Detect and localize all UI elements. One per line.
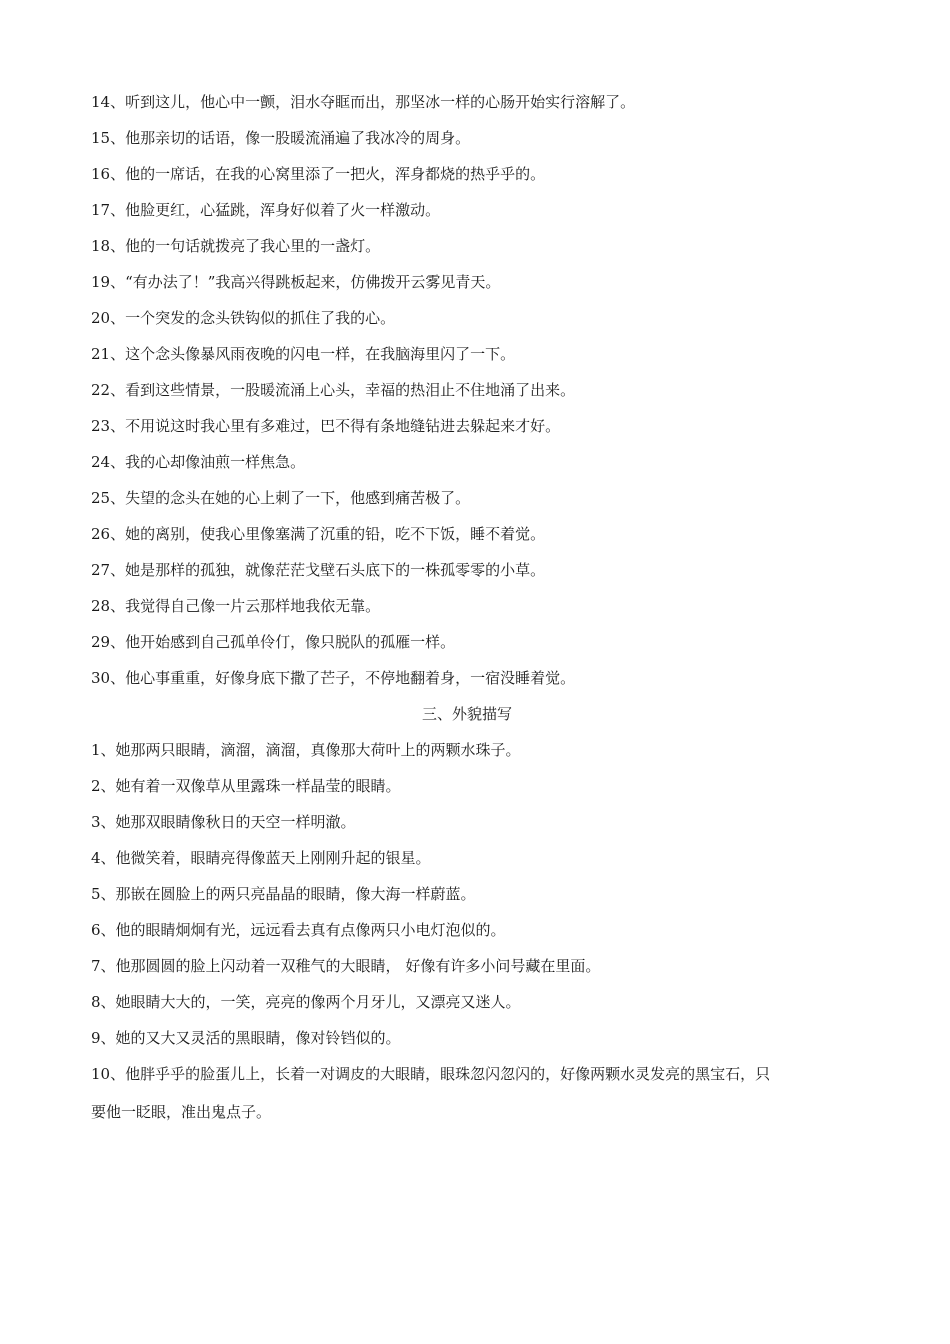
list-item: 23、不用说这时我心里有多难过，巴不得有条地缝钻进去躲起来才好。: [91, 417, 561, 435]
list-item: 9、她的又大又灵活的黑眼睛，像对铃铛似的。: [91, 1029, 401, 1047]
list-item-multiline: [91, 1064, 871, 1122]
list-item: 7、他那圆圆的脸上闪动着一双稚气的大眼睛， 好像有许多小问号藏在里面。: [91, 957, 601, 975]
list-item: 24、我的心却像油煎一样焦急。: [91, 453, 306, 471]
list-item-line-1: 10、他胖乎乎的脸蛋儿上，长着一对调皮的大眼睛，眼珠忽闪忽闪的，好像两颗水灵发亮的黑宝石，只: [91, 1065, 771, 1083]
list-item: 19、“有办法了！”我高兴得跳板起来，仿佛拨开云雾见青天。: [91, 273, 501, 291]
list-item: 17、他脸更红，心猛跳，浑身好似着了火一样激动。: [91, 201, 441, 219]
list-item: 14、听到这儿，他心中一颤，泪水夺眶而出，那坚冰一样的心肠开始实行溶解了。: [91, 93, 636, 111]
document-body: [91, 92, 871, 1122]
list-item: 22、看到这些情景，一股暖流涌上心头，幸福的热泪止不住地涌了出来。: [91, 381, 576, 399]
list-item: 27、她是那样的孤独，就像茫茫戈壁石头底下的一株孤零零的小草。: [91, 561, 546, 579]
list-item: 21、这个念头像暴风雨夜晚的闪电一样，在我脑海里闪了一下。: [91, 345, 516, 363]
list-item: 30、他心事重重，好像身底下撒了芒子，不停地翻着身，一宿没睡着觉。: [91, 669, 576, 687]
list-item: 29、他开始感到自己孤单伶仃，像只脱队的孤雁一样。: [91, 633, 456, 651]
list-item: 1、她那两只眼睛，滴溜，滴溜，真像那大荷叶上的两颗水珠子。: [91, 741, 521, 759]
list-item: 4、他微笑着，眼睛亮得像蓝天上刚刚升起的银星。: [91, 849, 431, 867]
list-item: 25、失望的念头在她的心上刺了一下，他感到痛苦极了。: [91, 489, 471, 507]
list-item: 20、一个突发的念头铁钩似的抓住了我的心。: [91, 309, 396, 327]
list-item-line-2: 要他一眨眼，准出鬼点子。: [91, 1103, 272, 1121]
list-item: 16、他的一席话，在我的心窝里添了一把火，浑身都烧的热乎乎的。: [91, 165, 546, 183]
list-item: 18、他的一句话就拨亮了我心里的一盏灯。: [91, 237, 381, 255]
list-item: 15、他那亲切的话语，像一股暖流涌遍了我冰冷的周身。: [91, 129, 471, 147]
list-item: 8、她眼睛大大的，一笑，亮亮的像两个月牙儿，又漂亮又迷人。: [91, 993, 521, 1011]
list-item: 28、我觉得自己像一片云那样地我依无靠。: [91, 597, 381, 615]
list-item: 3、她那双眼睛像秋日的天空一样明澈。: [91, 813, 356, 831]
list-item: 26、她的离别，使我心里像塞满了沉重的铅，吃不下饭，睡不着觉。: [91, 525, 546, 543]
list-item: 5、那嵌在圆脸上的两只亮晶晶的眼睛，像大海一样蔚蓝。: [91, 885, 476, 903]
list-item: 6、他的眼睛炯炯有光，远远看去真有点像两只小电灯泡似的。: [91, 921, 506, 939]
section-heading: 三、外貌描写: [422, 705, 513, 723]
list-item: 2、她有着一双像草从里露珠一样晶莹的眼睛。: [91, 777, 401, 795]
